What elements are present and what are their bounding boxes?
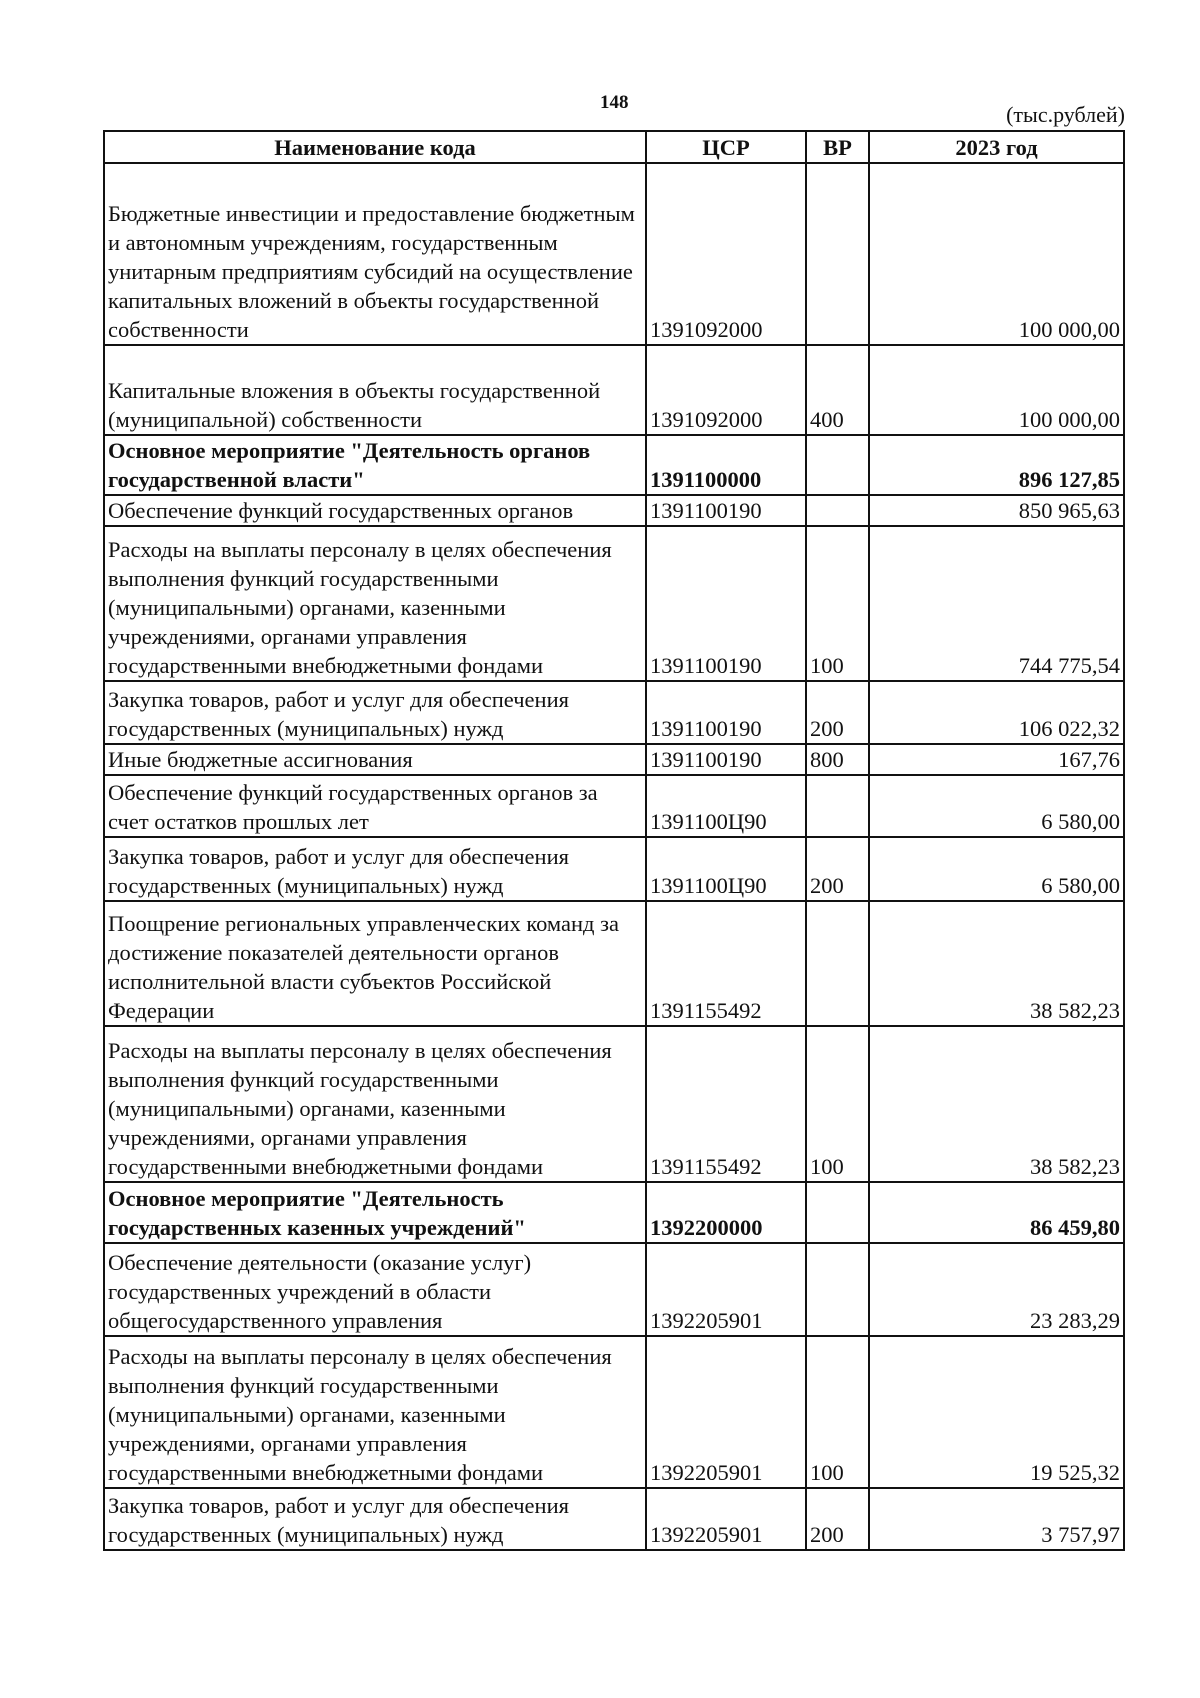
row-csr: 1391100190 bbox=[646, 681, 806, 744]
row-vr bbox=[806, 1182, 869, 1243]
table-row bbox=[104, 744, 1124, 775]
row-vr bbox=[806, 495, 869, 526]
table-row bbox=[104, 681, 1124, 744]
row-vr bbox=[806, 775, 869, 837]
row-amount: 896 127,85 bbox=[869, 435, 1124, 495]
row-csr: 1392205901 bbox=[646, 1243, 806, 1336]
row-vr: 100 bbox=[806, 526, 869, 681]
row-amount: 38 582,23 bbox=[869, 901, 1124, 1026]
row-amount: 23 283,29 bbox=[869, 1243, 1124, 1336]
row-vr: 100 bbox=[806, 1026, 869, 1182]
row-amount: 167,76 bbox=[869, 744, 1124, 775]
row-vr: 800 bbox=[806, 744, 869, 775]
row-vr: 100 bbox=[806, 1336, 869, 1488]
table-row-section bbox=[104, 435, 1124, 495]
row-csr: 1391100190 bbox=[646, 495, 806, 526]
row-csr: 1391100000 bbox=[646, 435, 806, 495]
table-row bbox=[104, 837, 1124, 901]
row-name: Обеспечение деятельности (оказание услуг) государственных учреждений в области общегосударственного управления bbox=[104, 1243, 646, 1336]
row-name: Обеспечение функций государственных органов bbox=[104, 495, 646, 526]
units-label: (тыс.рублей) bbox=[1006, 102, 1125, 127]
row-name: Поощрение региональных управленческих команд за достижение показателей деятельности органов исполнительной власти субъектов Российской Федерации bbox=[104, 901, 646, 1026]
row-vr: 200 bbox=[806, 681, 869, 744]
row-vr bbox=[806, 163, 869, 345]
row-name: Закупка товаров, работ и услуг для обеспечения государственных (муниципальных) нужд bbox=[104, 681, 646, 744]
row-amount: 38 582,23 bbox=[869, 1026, 1124, 1182]
row-vr bbox=[806, 1243, 869, 1336]
row-vr bbox=[806, 435, 869, 495]
row-vr: 200 bbox=[806, 1488, 869, 1550]
row-name: Расходы на выплаты персоналу в целях обеспечения выполнения функций государственными (муниципальными) органами, казенными учреждениями, органами управления государственными внебюджетными фондами bbox=[104, 526, 646, 681]
row-name: Основное мероприятие "Деятельность государственных казенных учреждений" bbox=[104, 1182, 646, 1243]
table-row bbox=[104, 1243, 1124, 1336]
row-name: Расходы на выплаты персоналу в целях обеспечения выполнения функций государственными (муниципальными) органами, казенными учреждениями, органами управления государственными внебюджетными фондами bbox=[104, 1026, 646, 1182]
row-amount: 106 022,32 bbox=[869, 681, 1124, 744]
row-amount: 100 000,00 bbox=[869, 163, 1124, 345]
row-amount: 19 525,32 bbox=[869, 1336, 1124, 1488]
row-name: Иные бюджетные ассигнования bbox=[104, 744, 646, 775]
row-csr: 1392205901 bbox=[646, 1336, 806, 1488]
row-vr bbox=[806, 901, 869, 1026]
table-row bbox=[104, 1336, 1124, 1488]
row-csr: 1391092000 bbox=[646, 163, 806, 345]
table-row bbox=[104, 1488, 1124, 1550]
row-name: Расходы на выплаты персоналу в целях обеспечения выполнения функций государственными (муниципальными) органами, казенными учреждениями, органами управления государственными внебюджетными фондами bbox=[104, 1336, 646, 1488]
table-row bbox=[104, 495, 1124, 526]
table-row bbox=[104, 163, 1124, 345]
table-row bbox=[104, 775, 1124, 837]
table-row bbox=[104, 526, 1124, 681]
row-csr: 1391100Ц90 bbox=[646, 837, 806, 901]
page-number: 148 bbox=[600, 92, 629, 113]
table-row bbox=[104, 1026, 1124, 1182]
header-csr: ЦСР bbox=[646, 131, 806, 163]
row-name: Обеспечение функций государственных органов за счет остатков прошлых лет bbox=[104, 775, 646, 837]
row-amount: 3 757,97 bbox=[869, 1488, 1124, 1550]
row-csr: 1391155492 bbox=[646, 901, 806, 1026]
budget-table bbox=[103, 130, 1125, 1551]
table-header-row bbox=[104, 131, 1124, 163]
row-vr: 400 bbox=[806, 345, 869, 435]
row-csr: 1391100190 bbox=[646, 744, 806, 775]
row-amount: 6 580,00 bbox=[869, 775, 1124, 837]
table-row bbox=[104, 901, 1124, 1026]
row-name: Бюджетные инвестиции и предоставление бюджетным и автономным учреждениям, государственным унитарным предприятиям субсидий на осуществление капитальных вложений в объекты государственной собственности bbox=[104, 163, 646, 345]
row-csr: 1391092000 bbox=[646, 345, 806, 435]
header-year: 2023 год bbox=[869, 131, 1124, 163]
row-csr: 1391100Ц90 bbox=[646, 775, 806, 837]
row-name: Основное мероприятие "Деятельность органов государственной власти" bbox=[104, 435, 646, 495]
header-vr: ВР bbox=[806, 131, 869, 163]
row-name: Закупка товаров, работ и услуг для обеспечения государственных (муниципальных) нужд bbox=[104, 1488, 646, 1550]
header-name: Наименование кода bbox=[104, 131, 646, 163]
row-csr: 1392205901 bbox=[646, 1488, 806, 1550]
row-amount: 100 000,00 bbox=[869, 345, 1124, 435]
row-csr: 1392200000 bbox=[646, 1182, 806, 1243]
row-vr: 200 bbox=[806, 837, 869, 901]
row-amount: 86 459,80 bbox=[869, 1182, 1124, 1243]
row-csr: 1391155492 bbox=[646, 1026, 806, 1182]
row-amount: 850 965,63 bbox=[869, 495, 1124, 526]
table-row bbox=[104, 345, 1124, 435]
row-name: Капитальные вложения в объекты государственной (муниципальной) собственности bbox=[104, 345, 646, 435]
row-amount: 744 775,54 bbox=[869, 526, 1124, 681]
row-name: Закупка товаров, работ и услуг для обеспечения государственных (муниципальных) нужд bbox=[104, 837, 646, 901]
table-row-section bbox=[104, 1182, 1124, 1243]
row-csr: 1391100190 bbox=[646, 526, 806, 681]
row-amount: 6 580,00 bbox=[869, 837, 1124, 901]
